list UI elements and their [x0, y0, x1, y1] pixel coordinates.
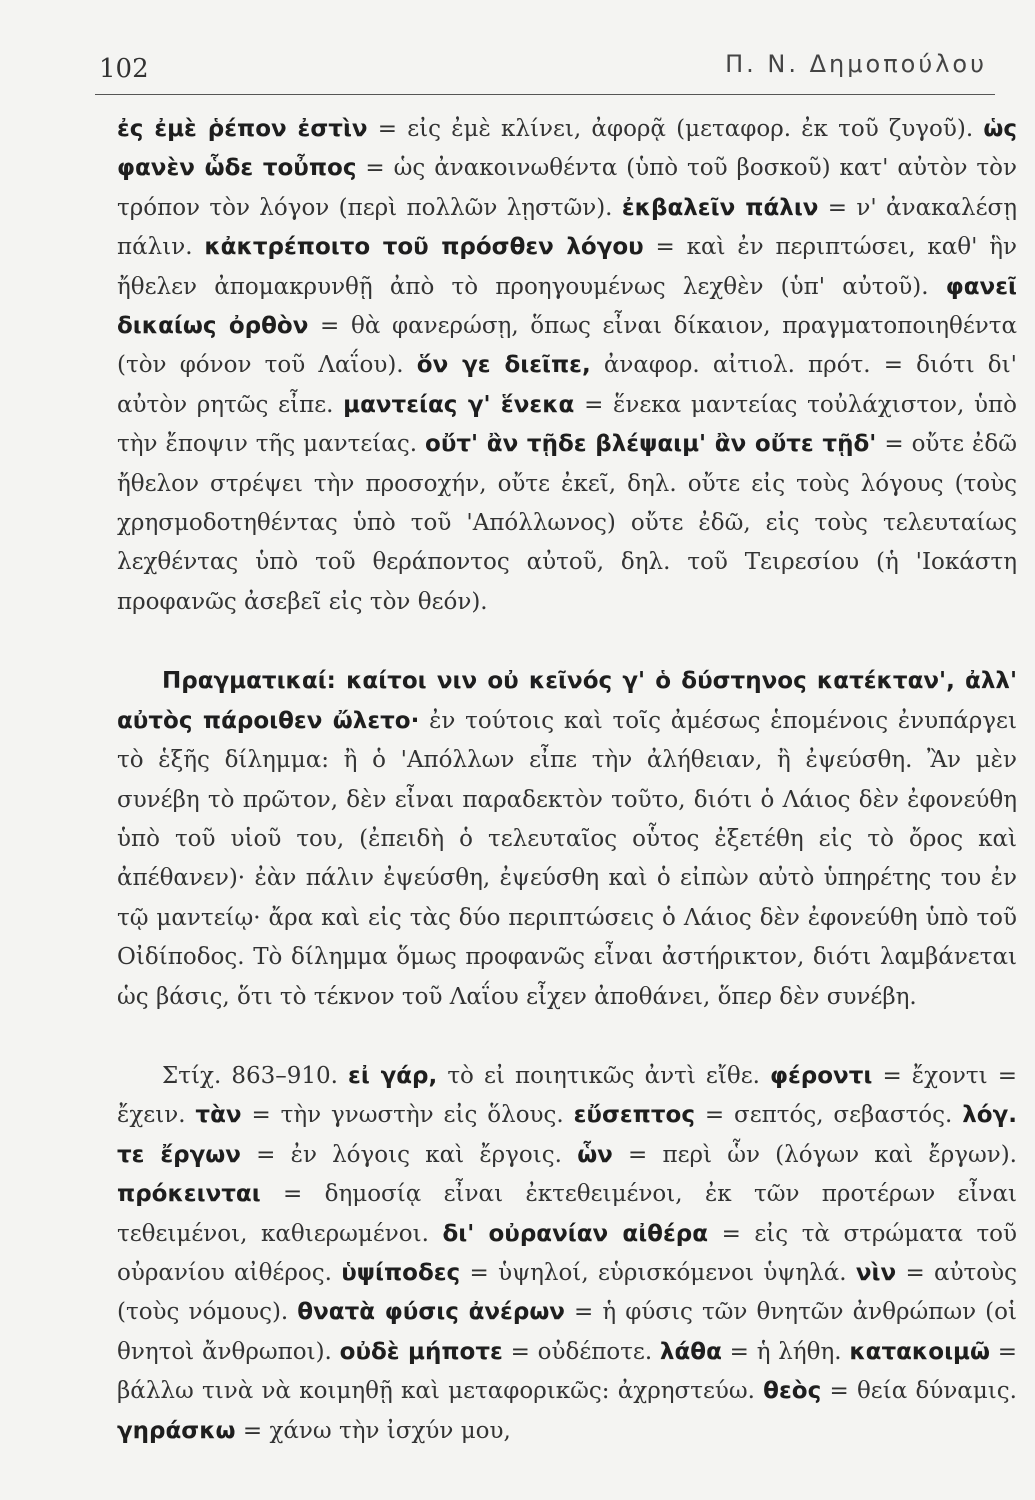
- commentary-text: τὸ εἰ ποιητικῶς ἀντὶ εἴθε.: [437, 1062, 770, 1089]
- paragraph-commentary: [117, 110, 1017, 622]
- commentary-text: = θεία δύναμις.: [821, 1378, 1017, 1405]
- lemma-term: λάθα: [659, 1338, 722, 1365]
- lemma-term: φέροντι: [770, 1062, 873, 1089]
- lemma-term: ἐκβαλεῖν πάλιν: [621, 194, 819, 221]
- running-head: Π. Ν. Δημοπούλου: [725, 50, 987, 78]
- lemma-term: θνατὰ φύσις ἀνέρων: [297, 1299, 565, 1326]
- commentary-text: = ἔχοντι = ἔχειν.: [117, 1062, 1017, 1129]
- commentary-text: = ἕνεκα μαντείας τοὐλάχιστον, ὑπὸ τὴν ἔποψιν τῆς μαντείας.: [117, 391, 1017, 458]
- commentary-text: = ὡς ἀνακοινωθέντα (ὑπὸ τοῦ βοσκοῦ) κατ' αὐτὸν τὸν τρόπον τὸν λόγον (περὶ πολλῶν λῃστῶν).: [117, 155, 1017, 221]
- page-header: [95, 44, 995, 95]
- commentary-text: ἀναφορ. αἰτιολ. πρότ. = διότι δι' αὐτὸν ρητῶς εἶπε.: [117, 352, 1017, 418]
- lemma-term: μαντείας γ' ἕνεκα: [343, 391, 575, 418]
- lemma-term: οὔτ' ἂν τῇδε βλέψαιμ' ἂν οὔτε τῇδ': [425, 431, 877, 458]
- lemma-term: οὐδὲ μήποτε: [339, 1338, 503, 1365]
- lemma-term: ὅν γε διεῖπε,: [416, 352, 591, 379]
- commentary-text: = σεπτός, σεβαστός.: [694, 1102, 963, 1129]
- commentary-text: Στίχ. 863–910.: [162, 1062, 349, 1089]
- lemma-term: λόγ. τε ἔργων: [117, 1102, 1017, 1168]
- commentary-text: = εἰς ἐμὲ κλίνει, ἀφορᾷ (μεταφορ. ἐκ τοῦ ζυγοῦ).: [367, 116, 984, 142]
- commentary-text: = εἰς τὰ στρώματα τοῦ οὐρανίου αἰθέρος.: [117, 1220, 1017, 1286]
- commentary-text: = δημοσίᾳ εἶναι ἐκτεθειμένοι, ἐκ τῶν προτέρων εἶναι τεθειμένοι, καθιερωμένοι.: [117, 1181, 1017, 1247]
- commentary-text: = καὶ ἐν περιπτώσει, καθ' ἣν ἤθελεν ἀπομακρυνθῇ ἀπὸ τὸ προηγουμένως λεχθὲν (ὑπ' αὐτοῦ).: [117, 234, 1017, 300]
- commentary-text: = αὐτοὺς (τοὺς νόμους).: [117, 1259, 1017, 1326]
- lemma-term: νὶν: [855, 1259, 897, 1286]
- body-text: [117, 110, 1017, 1451]
- lemma-term: Πραγματικαί: καίτοι νιν οὐ κεῖνός γ' ὁ δύστηνος κατέκταν', ἀλλ' αὐτὸς πάροιθεν ὤλετο·: [117, 668, 1017, 734]
- lemma-term: ἐς ἐμὲ ῥέπον ἐστὶν: [117, 116, 368, 142]
- lemma-term: ὑψίποδες: [341, 1259, 461, 1286]
- commentary-text: = ἡ λήθη.: [721, 1338, 850, 1365]
- page-number: 102: [99, 54, 149, 84]
- commentary-text: = ὑψηλοί, εὑρισκόμενοι ὑψηλά.: [460, 1259, 856, 1286]
- commentary-text: = χάνω τὴν ἰσχύν μου,: [235, 1417, 511, 1444]
- paragraph-verses-863-910: [117, 1057, 1017, 1451]
- commentary-text: = τὴν γνωστὴν εἰς ὅλους.: [241, 1102, 574, 1129]
- commentary-text: = βάλλω τινὰ νὰ κοιμηθῇ καὶ μεταφορικῶς: ἀχρηστεύω.: [117, 1338, 1017, 1405]
- lemma-term: ὡς φανὲν ὧδε τοὖπος: [117, 116, 1017, 182]
- commentary-text: = οὐδέποτε.: [502, 1338, 660, 1365]
- commentary-text: = θὰ φανερώσῃ, ὅπως εἶναι δίκαιον, πραγματοποιηθέντα (τὸν φόνον τοῦ Λαΐου).: [117, 313, 1017, 379]
- paragraph-pragmatikai: [117, 662, 1017, 1017]
- lemma-term: ὧν: [577, 1141, 613, 1168]
- lemma-term: εἰ γάρ,: [348, 1062, 438, 1089]
- lemma-term: θεὸς: [763, 1378, 822, 1405]
- commentary-text: = ἡ φύσις τῶν θνητῶν ἀνθρώπων (οἱ θνητοὶ ἄνθρωποι).: [117, 1299, 1017, 1365]
- lemma-term: τὰν: [195, 1102, 242, 1129]
- lemma-term: φανεῖ δικαίως ὀρθὸν: [117, 273, 1017, 340]
- lemma-term: γηράσκω: [117, 1417, 236, 1444]
- commentary-text: = περὶ ὧν (λόγων καὶ ἔργων).: [612, 1141, 1017, 1168]
- lemma-term: εὔσεπτος: [573, 1102, 695, 1129]
- lemma-term: δι' οὐρανίαν αἰθέρα: [442, 1220, 709, 1247]
- commentary-text: ἐν τούτοις καὶ τοῖς ἀμέσως ἑπομένοις ἐνυπάργει τὸ ἑξῆς δίλημμα: ἢ ὁ 'Απόλλων εἶπε τὴν ἀλήθειαν, ἢ ἐψεύσθη. Ἂν μὲν συνέβη τὸ πρῶτον, δὲν εἶναι παραδεκτὸν τοῦτο, διότι ὁ Λάιος δὲν ἐφονεύθη ὑπὸ τοῦ υἱοῦ του, (ἐπειδὴ ὁ τελευταῖος οὗτος ἐξετέθη εἰς τὸ ὄρος καὶ ἀπέθανεν)· ἐὰν πάλιν ἐψεύσθη, ἐψεύσθη καὶ ὁ εἰπὼν αὐτὸ ὑπηρέτης του ἐν τῷ μαντείῳ· ἄρα καὶ εἰς τὰς δύο περιπτώσεις ὁ Λάιος δὲν ἐφονεύθη ὑπὸ τοῦ Οἰδίποδος. Τὸ δίλημμα ὅμως προφανῶς εἶναι ἀστήρικτον, διότι λαμβάνεται ὡς βάσις, ὅτι τὸ τέκνον τοῦ Λαΐου εἶχεν ἀποθάνει, ὅπερ δὲν συνέβη.: [117, 707, 1017, 1010]
- commentary-text: = οὔτε ἐδῶ ἤθελον στρέψει τὴν προσοχήν, οὔτε ἐκεῖ, δηλ. οὔτε εἰς τοὺς λόγους (τοὺς χρησμοδοτηθέντας ὑπὸ τοῦ 'Απόλλωνος) οὔτε ἐδῶ, εἰς τοὺς τελευταίως λεχθέντας ὑπὸ τοῦ θεράποντος αὐτοῦ, δηλ. τοῦ Τειρεσίου (ἡ 'Ιοκάστη προφανῶς ἀσεβεῖ εἰς τὸν θεόν).: [117, 431, 1017, 615]
- commentary-text: = ἐν λόγοις καὶ ἔργοις.: [240, 1141, 578, 1168]
- lemma-term: κἀκτρέποιτο τοῦ πρόσθεν λόγου: [204, 234, 644, 261]
- lemma-term: πρόκεινται: [117, 1181, 261, 1208]
- lemma-term: κατακοιμῶ: [849, 1338, 990, 1365]
- commentary-text: = ν' ἀνακαλέσῃ πάλιν.: [117, 194, 1017, 261]
